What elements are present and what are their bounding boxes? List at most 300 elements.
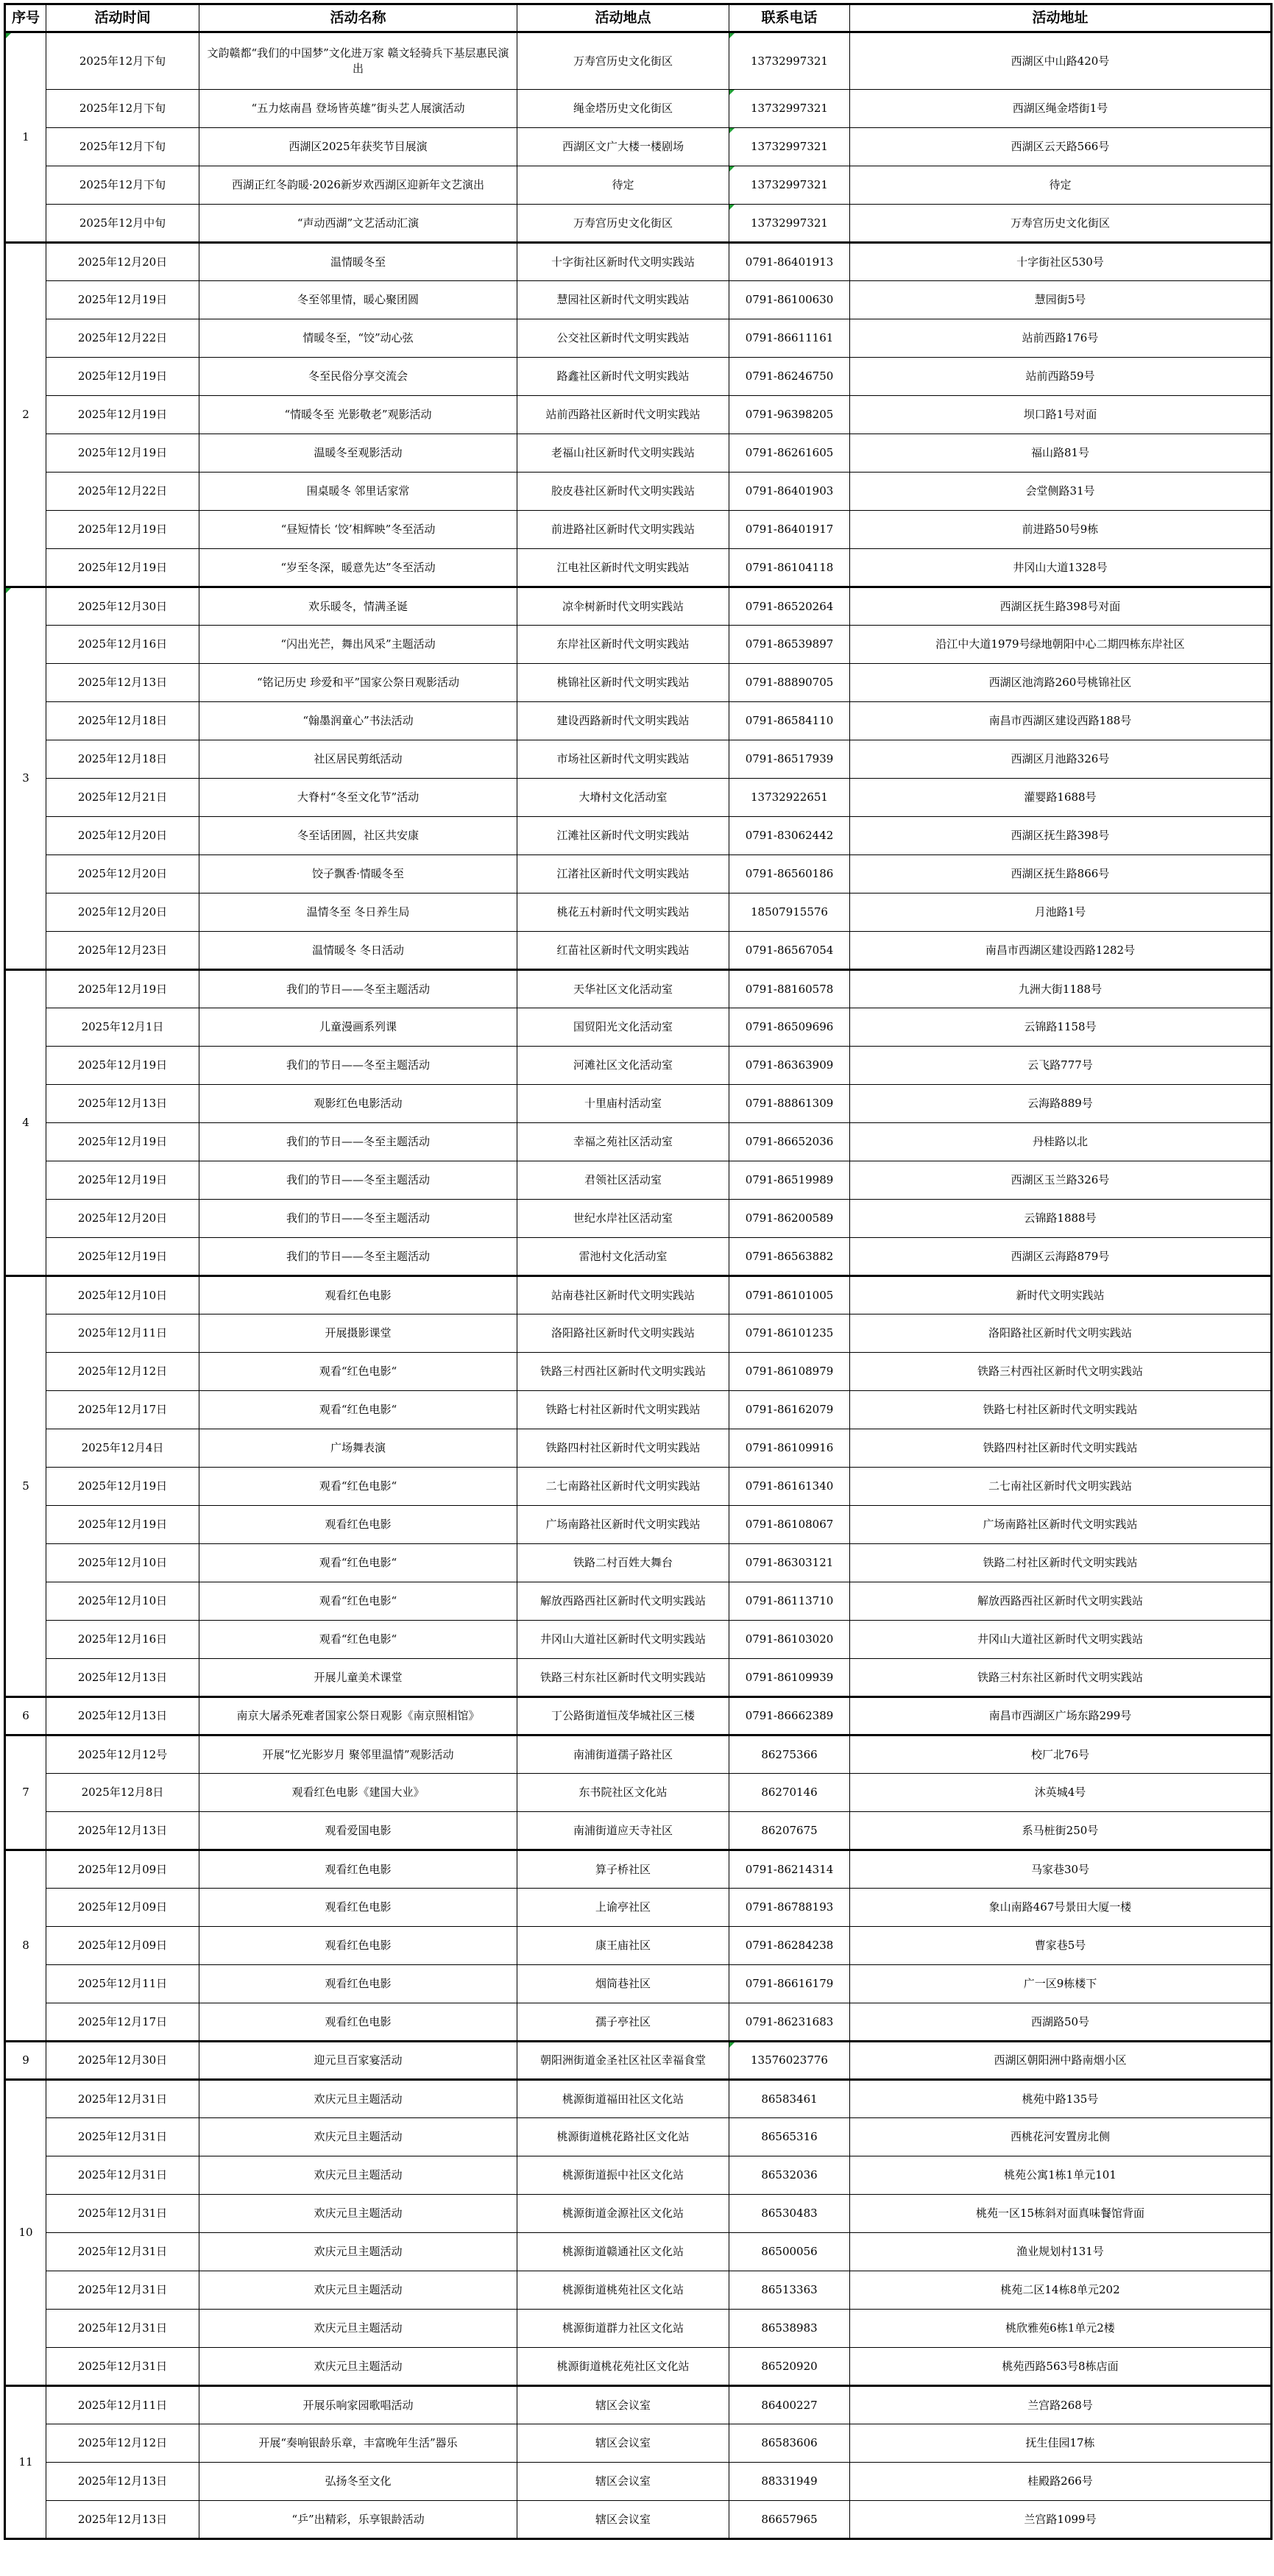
table-row [5,473,1272,511]
cell-phone: 0791-86200589 [729,1200,850,1238]
cell-phone: 0791-86519989 [729,1161,850,1200]
cell-date: 2025年12月20日 [46,243,199,281]
table-row [5,855,1272,894]
cell-phone: 0791-86517939 [729,740,850,779]
cell-date: 2025年12月19日 [46,1123,199,1161]
cell-name: “情暖冬至 光影敬老”观影活动 [199,396,517,434]
cell-name: 观看“红色电影“ [199,1544,517,1582]
cell-date: 2025年12月19日 [46,1161,199,1200]
cell-phone: 0791-88861309 [729,1085,850,1123]
cell-date: 2025年12月22日 [46,473,199,511]
cell-addr: 抚生佳园17栋 [850,2424,1272,2463]
cell-place: 桃源街道桃花路社区文化站 [517,2118,729,2156]
cell-place: 辖区会议室 [517,2501,729,2539]
cell-phone: 0791-86104118 [729,549,850,587]
cell-name: 欢庆元旦主题活动 [199,2233,517,2271]
serial-cell: 4 [5,970,46,1276]
cell-date: 2025年12月09日 [46,1850,199,1889]
cell-date: 2025年12月31日 [46,2233,199,2271]
table-row [5,1659,1272,1697]
cell-place: 慧园社区新时代文明实践站 [517,281,729,319]
cell-addr: 井冈山大道1328号 [850,549,1272,587]
cell-date: 2025年12月18日 [46,740,199,779]
cell-place: 铁路二村百姓大舞台 [517,1544,729,1582]
cell-date: 2025年12月22日 [46,319,199,358]
cell-addr: 桃苑二区14栋8单元202 [850,2271,1272,2310]
cell-place: 辖区会议室 [517,2463,729,2501]
cell-date: 2025年12月31日 [46,2118,199,2156]
table-row [5,434,1272,473]
table-row [5,1965,1272,2003]
table-row [5,2233,1272,2271]
cell-place: 大塉村文化活动室 [517,779,729,817]
table-row [5,2195,1272,2233]
table-row [5,1391,1272,1429]
cell-phone: 0791-86520264 [729,587,850,626]
cell-date: 2025年12月13日 [46,1697,199,1735]
cell-name: 冬至民俗分享交流会 [199,358,517,396]
cell-name: 观看“红色电影“ [199,1582,517,1621]
header-address: 活动地址 [850,4,1272,32]
group-3 [5,587,1272,970]
table-row [5,2003,1272,2042]
cell-date: 2025年12月31日 [46,2348,199,2386]
cell-date: 2025年12月11日 [46,1314,199,1353]
cell-date: 2025年12月16日 [46,626,199,664]
cell-date: 2025年12月23日 [46,932,199,970]
cell-addr: 慧园街5号 [850,281,1272,319]
cell-name: 我们的节日——冬至主题活动 [199,1123,517,1161]
serial-cell: 8 [5,1850,46,2042]
cell-date: 2025年12月30日 [46,2042,199,2080]
cell-addr: 云飞路777号 [850,1047,1272,1085]
cell-name: “昼短情长 ‘饺’相辉映”冬至活动 [199,511,517,549]
cell-place: 桃源街道福田社区文化站 [517,2080,729,2118]
cell-date: 2025年12月13日 [46,2463,199,2501]
cell-date: 2025年12月下旬 [46,32,199,90]
header-name: 活动名称 [199,4,517,32]
table-row [5,243,1272,281]
table-row [5,128,1272,166]
cell-place: 江滩社区新时代文明实践站 [517,817,729,855]
cell-addr: 新时代文明实践站 [850,1276,1272,1314]
cell-addr: 兰宫路268号 [850,2386,1272,2424]
cell-place: 幸福之苑社区活动室 [517,1123,729,1161]
cell-name: 观看“红色电影“ [199,1353,517,1391]
cell-phone: 0791-86100630 [729,281,850,319]
cell-date: 2025年12月19日 [46,511,199,549]
cell-date: 2025年12月20日 [46,894,199,932]
cell-addr: 洛阳路社区新时代文明实践站 [850,1314,1272,1353]
cell-phone: 0791-86539897 [729,626,850,664]
cell-name: “翰墨润童心”书法活动 [199,702,517,740]
cell-phone: 0791-86108067 [729,1506,850,1544]
cell-date: 2025年12月17日 [46,2003,199,2042]
cell-addr: 铁路二村社区新时代文明实践站 [850,1544,1272,1582]
table-row [5,1697,1272,1735]
cell-phone: 0791-86401917 [729,511,850,549]
table-row [5,319,1272,358]
cell-name: 社区居民剪纸活动 [199,740,517,779]
cell-name: 我们的节日——冬至主题活动 [199,1200,517,1238]
table-row [5,970,1272,1008]
cell-phone: 0791-86788193 [729,1889,850,1927]
cell-addr: 南昌市西湖区建设西路1282号 [850,932,1272,970]
header-place: 活动地点 [517,4,729,32]
cell-date: 2025年12月下旬 [46,90,199,128]
cell-date: 2025年12月09日 [46,1889,199,1927]
group-5 [5,1276,1272,1697]
cell-name: 围桌暖冬 邻里话家常 [199,473,517,511]
cell-phone: 13732997321 [729,90,850,128]
table-row [5,1621,1272,1659]
cell-phone: 86583606 [729,2424,850,2463]
cell-phone: 0791-86231683 [729,2003,850,2042]
cell-name: 开展乐响家园歌唱活动 [199,2386,517,2424]
table-row [5,1889,1272,1927]
cell-date: 2025年12月13日 [46,664,199,702]
cell-name: 温情暖冬至 [199,243,517,281]
cell-addr: 会堂侧路31号 [850,473,1272,511]
cell-phone: 0791-83062442 [729,817,850,855]
table-row [5,205,1272,243]
cell-phone: 86400227 [729,2386,850,2424]
cell-place: 广场南路社区新时代文明实践站 [517,1506,729,1544]
cell-phone: 13732997321 [729,32,850,90]
cell-name: 开展“忆光影岁月 聚邻里温情”观影活动 [199,1735,517,1774]
cell-phone: 0791-88160578 [729,970,850,1008]
cell-name: 开展“奏响银龄乐章，丰富晚年生活”器乐 [199,2424,517,2463]
cell-addr: 广一区9栋楼下 [850,1965,1272,2003]
table-row [5,1200,1272,1238]
cell-addr: 南昌市西湖区建设西路188号 [850,702,1272,740]
cell-place: 万寿宫历史文化街区 [517,205,729,243]
cell-phone: 0791-86303121 [729,1544,850,1582]
table-row [5,1544,1272,1582]
cell-date: 2025年12月31日 [46,2195,199,2233]
cell-date: 2025年12月31日 [46,2271,199,2310]
cell-name: 观看“红色电影“ [199,1391,517,1429]
cell-name: 欢庆元旦主题活动 [199,2156,517,2195]
cell-date: 2025年12月17日 [46,1391,199,1429]
cell-name: 弘扬冬至文化 [199,2463,517,2501]
cell-addr: 待定 [850,166,1272,205]
cell-name: 欢庆元旦主题活动 [199,2080,517,2118]
cell-name: “闪出光芒，舞出风采”主题活动 [199,626,517,664]
cell-place: 东书院社区文化站 [517,1774,729,1812]
group-11 [5,2386,1272,2539]
cell-addr: 兰宫路1099号 [850,2501,1272,2539]
cell-addr: 南昌市西湖区广场东路299号 [850,1697,1272,1735]
cell-name: 观看红色电影 [199,1965,517,2003]
table-row [5,1047,1272,1085]
cell-place: 桃源街道桃花苑社区文化站 [517,2348,729,2386]
cell-name: 广场舞表演 [199,1429,517,1468]
cell-place: 绳金塔历史文化街区 [517,90,729,128]
cell-name: 观看红色电影 [199,1506,517,1544]
cell-addr: 西湖区抚生路398号对面 [850,587,1272,626]
cell-name: 欢庆元旦主题活动 [199,2195,517,2233]
cell-phone: 86532036 [729,2156,850,2195]
table-row [5,2271,1272,2310]
table-row [5,1850,1272,1889]
table-row [5,2042,1272,2080]
cell-phone: 13732997321 [729,205,850,243]
serial-cell: 9 [5,2042,46,2080]
cell-name: 我们的节日——冬至主题活动 [199,1047,517,1085]
cell-name: 迎元旦百家宴活动 [199,2042,517,2080]
cell-date: 2025年12月12日 [46,1353,199,1391]
cell-place: 井冈山大道社区新时代文明实践站 [517,1621,729,1659]
cell-phone: 86565316 [729,2118,850,2156]
cell-addr: 广场南路社区新时代文明实践站 [850,1506,1272,1544]
table-row [5,2156,1272,2195]
table-row [5,626,1272,664]
cell-addr: 前进路50号9栋 [850,511,1272,549]
cell-phone: 86538983 [729,2310,850,2348]
cell-place: 雷池村文化活动室 [517,1238,729,1276]
cell-phone: 86583461 [729,2080,850,2118]
cell-addr: 十字街社区530号 [850,243,1272,281]
table-row [5,1353,1272,1391]
cell-place: 凉伞树新时代文明实践站 [517,587,729,626]
cell-phone: 0791-86401903 [729,473,850,511]
cell-place: 十里庙村活动室 [517,1085,729,1123]
cell-name: 观看“红色电影“ [199,1621,517,1659]
group-4 [5,970,1272,1276]
cell-place: 路鑫社区新时代文明实践站 [517,358,729,396]
cell-name: “岁至冬深，暖意先达”冬至活动 [199,549,517,587]
cell-name: “声动西湖”文艺活动汇演 [199,205,517,243]
cell-addr: 云锦路1888号 [850,1200,1272,1238]
cell-date: 2025年12月31日 [46,2080,199,2118]
cell-phone: 0791-86101005 [729,1276,850,1314]
cell-place: 算子桥社区 [517,1850,729,1889]
cell-place: 解放西路西社区新时代文明实践站 [517,1582,729,1621]
cell-name: 温情冬至 冬日养生局 [199,894,517,932]
cell-addr: 西湖区中山路420号 [850,32,1272,90]
cell-place: 桃源街道金源社区文化站 [517,2195,729,2233]
cell-addr: 西湖区朝阳洲中路南烟小区 [850,2042,1272,2080]
cell-phone: 13732922651 [729,779,850,817]
cell-name: 饺子飘香·情暖冬至 [199,855,517,894]
cell-phone: 0791-86108979 [729,1353,850,1391]
cell-date: 2025年12月16日 [46,1621,199,1659]
table-row [5,1161,1272,1200]
cell-name: 开展摄影课堂 [199,1314,517,1353]
cell-name: 西湖正红冬韵暖·2026新岁欢西湖区迎新年文艺演出 [199,166,517,205]
cell-date: 2025年12月20日 [46,855,199,894]
cell-date: 2025年12月19日 [46,358,199,396]
cell-place: 十字街社区新时代文明实践站 [517,243,729,281]
table-row [5,90,1272,128]
group-9 [5,2042,1272,2080]
cell-addr: 丹桂路以北 [850,1123,1272,1161]
cell-name: 观看“红色电影“ [199,1468,517,1506]
cell-phone: 0791-86162079 [729,1391,850,1429]
cell-phone: 13732997321 [729,166,850,205]
cell-place: 南浦街道孺子路社区 [517,1735,729,1774]
table-row [5,740,1272,779]
cell-place: 江电社区新时代文明实践站 [517,549,729,587]
cell-phone: 18507915576 [729,894,850,932]
table-row [5,1085,1272,1123]
cell-date: 2025年12月11日 [46,1965,199,2003]
table-row [5,2463,1272,2501]
cell-addr: 西湖区抚生路398号 [850,817,1272,855]
cell-place: 孺子亭社区 [517,2003,729,2042]
cell-place: 辖区会议室 [517,2386,729,2424]
group-10 [5,2080,1272,2386]
cell-phone: 0791-86246750 [729,358,850,396]
cell-date: 2025年12月21日 [46,779,199,817]
cell-addr: 沿江中大道1979号绿地朝阳中心二期四栋东岸社区 [850,626,1272,664]
cell-addr: 站前西路176号 [850,319,1272,358]
cell-addr: 桃苑中路135号 [850,2080,1272,2118]
cell-phone: 0791-88890705 [729,664,850,702]
cell-name: 观看红色电影《建国大业》 [199,1774,517,1812]
cell-date: 2025年12月19日 [46,1468,199,1506]
table-row [5,2310,1272,2348]
cell-addr: 解放西路西社区新时代文明实践站 [850,1582,1272,1621]
cell-date: 2025年12月中旬 [46,205,199,243]
cell-phone: 0791-86584110 [729,702,850,740]
cell-addr: 桃苑一区15栋斜对面真味餐馆背面 [850,2195,1272,2233]
cell-name: “五力炫南昌 登场皆英雄”街头艺人展演活动 [199,90,517,128]
cell-date: 2025年12月19日 [46,281,199,319]
cell-phone: 0791-86401913 [729,243,850,281]
cell-name: 情暖冬至，“饺”动心弦 [199,319,517,358]
cell-phone: 0791-86616179 [729,1965,850,2003]
header-phone: 联系电话 [729,4,850,32]
cell-name: 冬至邻里情，暖心聚团圆 [199,281,517,319]
table-row [5,1429,1272,1468]
cell-addr: 西湖路50号 [850,2003,1272,2042]
cell-phone: 0791-86109916 [729,1429,850,1468]
cell-phone: 86513363 [729,2271,850,2310]
cell-name: “乒”出精彩，乐享银龄活动 [199,2501,517,2539]
cell-phone: 86520920 [729,2348,850,2386]
cell-name: 儿童漫画系列课 [199,1008,517,1047]
cell-place: 东岸社区新时代文明实践站 [517,626,729,664]
table-row [5,1314,1272,1353]
cell-addr: 井冈山大道社区新时代文明实践站 [850,1621,1272,1659]
cell-addr: 铁路四村社区新时代文明实践站 [850,1429,1272,1468]
group-1 [5,32,1272,243]
cell-date: 2025年12月20日 [46,1200,199,1238]
cell-name: 欢庆元旦主题活动 [199,2348,517,2386]
cell-place: 君领社区活动室 [517,1161,729,1200]
table-row [5,1812,1272,1850]
cell-phone: 13732997321 [729,128,850,166]
cell-addr: 桃欣雅苑6栋1单元2楼 [850,2310,1272,2348]
table-row [5,358,1272,396]
cell-addr: 西湖区抚生路866号 [850,855,1272,894]
cell-date: 2025年12月10日 [46,1582,199,1621]
cell-phone: 0791-86214314 [729,1850,850,1889]
cell-date: 2025年12月19日 [46,1238,199,1276]
cell-name: 文韵赣都“我们的中国梦”文化进万家 赣文轻骑兵下基层惠民演出 [199,32,517,90]
serial-cell: 5 [5,1276,46,1697]
cell-phone: 0791-96398205 [729,396,850,434]
table-row [5,1468,1272,1506]
cell-date: 2025年12月19日 [46,396,199,434]
cell-addr: 西湖区玉兰路326号 [850,1161,1272,1200]
cell-addr: 西湖区云海路879号 [850,1238,1272,1276]
table-row [5,549,1272,587]
cell-date: 2025年12月13日 [46,2501,199,2539]
cell-date: 2025年12月31日 [46,2310,199,2348]
cell-place: 桃源街道振中社区文化站 [517,2156,729,2195]
cell-place: 红苗社区新时代文明实践站 [517,932,729,970]
cell-addr: 月池路1号 [850,894,1272,932]
cell-date: 2025年12月20日 [46,817,199,855]
cell-phone: 13576023776 [729,2042,850,2080]
cell-name: 温情暖冬 冬日活动 [199,932,517,970]
cell-date: 2025年12月11日 [46,2386,199,2424]
table-row [5,2386,1272,2424]
table-row [5,1276,1272,1314]
cell-place: 西湖区文广大楼一楼剧场 [517,128,729,166]
cell-addr: 铁路三村东社区新时代文明实践站 [850,1659,1272,1697]
cell-place: 烟筒巷社区 [517,1965,729,2003]
cell-place: 万寿宫历史文化街区 [517,32,729,90]
cell-name: 开展儿童美术课堂 [199,1659,517,1697]
cell-place: 铁路三村东社区新时代文明实践站 [517,1659,729,1697]
table-row [5,396,1272,434]
cell-name: 南京大屠杀死难者国家公祭日观影《南京照相馆》 [199,1697,517,1735]
serial-cell: 11 [5,2386,46,2539]
table-row [5,817,1272,855]
cell-addr: 校厂北76号 [850,1735,1272,1774]
cell-addr: 沐英城4号 [850,1774,1272,1812]
cell-addr: 站前西路59号 [850,358,1272,396]
cell-phone: 0791-86103020 [729,1621,850,1659]
cell-name: “铭记历史 珍爱和平”国家公祭日观影活动 [199,664,517,702]
cell-name: 温暖冬至观影活动 [199,434,517,473]
cell-place: 天华社区文化活动室 [517,970,729,1008]
cell-place: 桃源街道群力社区文化站 [517,2310,729,2348]
serial-cell: 7 [5,1735,46,1850]
cell-place: 建设西路新时代文明实践站 [517,702,729,740]
cell-addr: 坝口路1号对面 [850,396,1272,434]
table-row [5,281,1272,319]
cell-addr: 灌婴路1688号 [850,779,1272,817]
table-row [5,1774,1272,1812]
cell-addr: 马家巷30号 [850,1850,1272,1889]
cell-addr: 西湖区云天路566号 [850,128,1272,166]
cell-phone: 86207675 [729,1812,850,1850]
table-row [5,894,1272,932]
cell-addr: 曹家巷5号 [850,1927,1272,1965]
cell-addr: 西湖区绳金塔街1号 [850,90,1272,128]
group-6 [5,1697,1272,1735]
cell-name: 观看红色电影 [199,1889,517,1927]
cell-addr: 福山路81号 [850,434,1272,473]
cell-date: 2025年12月下旬 [46,166,199,205]
cell-phone: 86530483 [729,2195,850,2233]
cell-place: 铁路三村西社区新时代文明实践站 [517,1353,729,1391]
cell-addr: 象山南路467号景田大厦一楼 [850,1889,1272,1927]
serial-cell: 3 [5,587,46,970]
table-row [5,779,1272,817]
cell-date: 2025年12月19日 [46,970,199,1008]
table-row [5,702,1272,740]
cell-name: 我们的节日——冬至主题活动 [199,1161,517,1200]
cell-phone: 0791-86560186 [729,855,850,894]
table-row [5,2424,1272,2463]
cell-addr: 西桃花河安置房北侧 [850,2118,1272,2156]
